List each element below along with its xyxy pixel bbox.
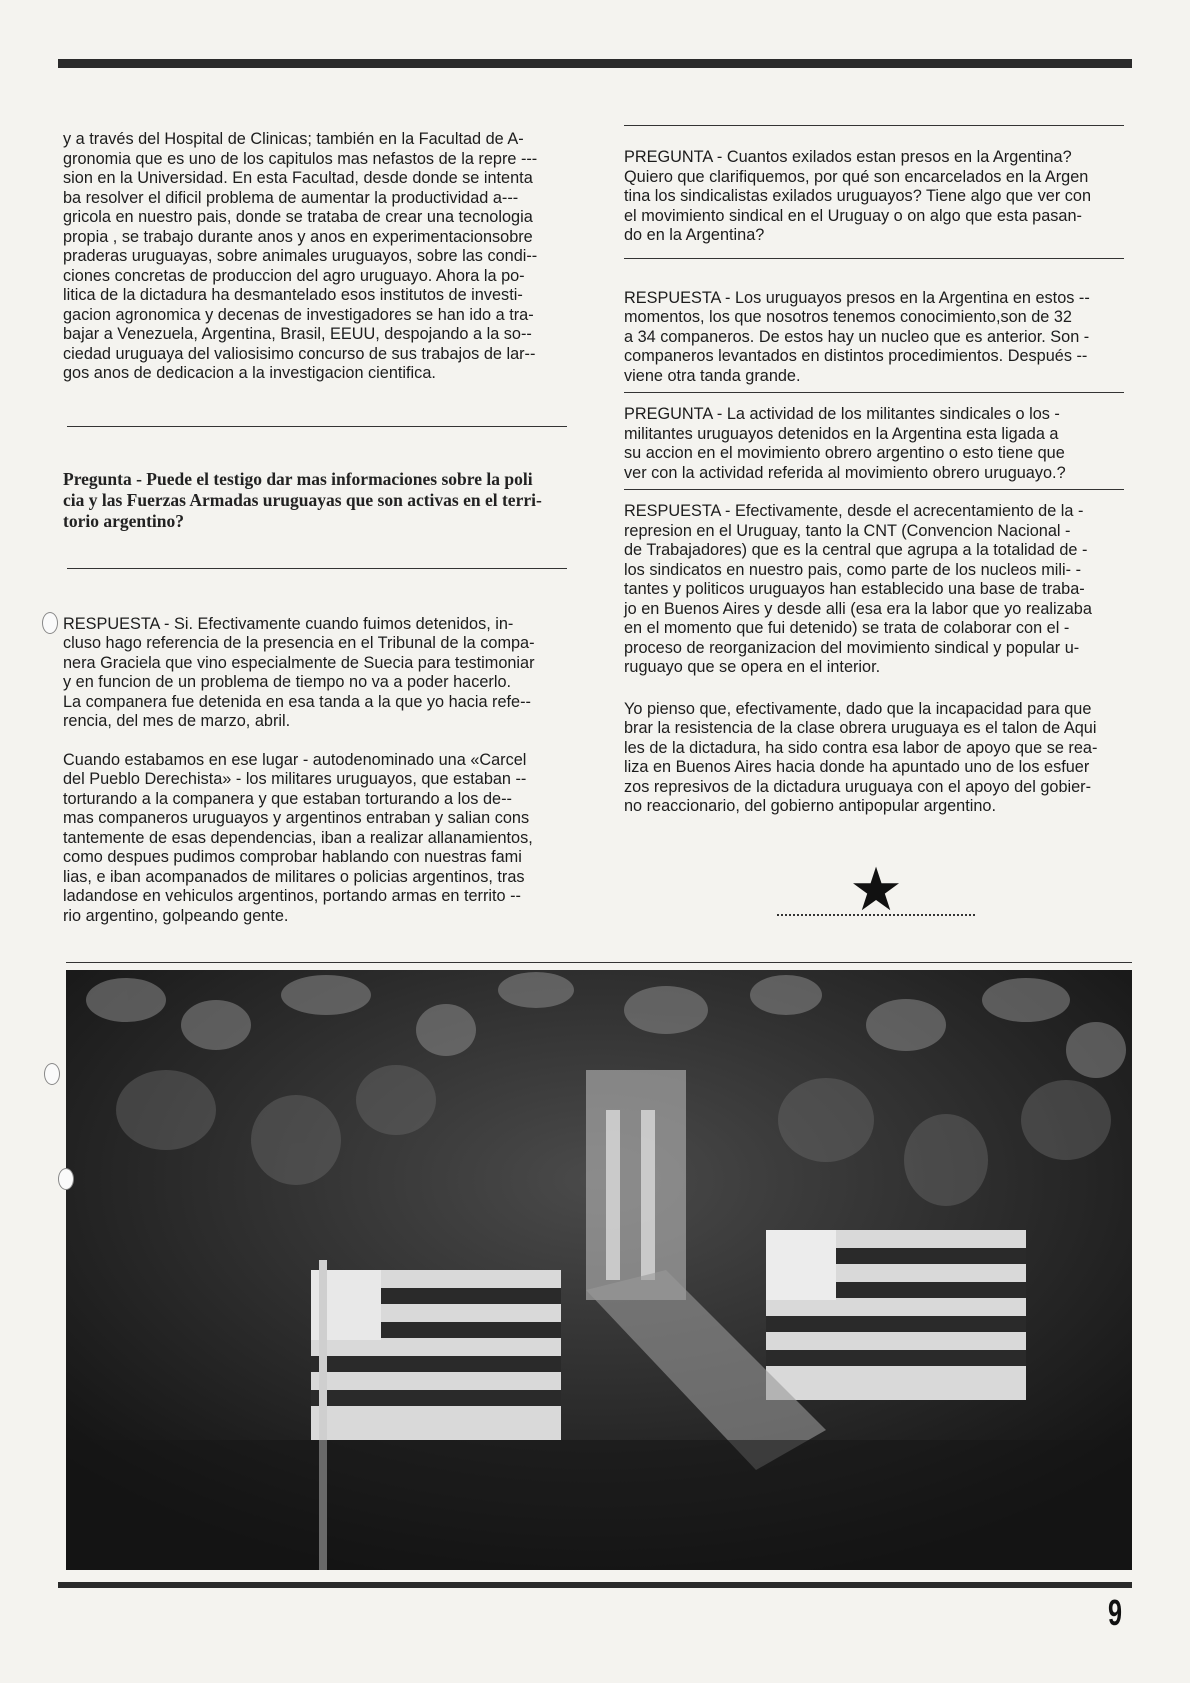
photo-top-rule <box>66 962 1132 963</box>
punch-hole <box>58 1168 74 1190</box>
answer-paragraph: RESPUESTA - Efectivamente, desde el acrecentamiento de la - represion en el Uruguay, tanto la CNT (Convencion Nacional - de Trabajadores) que es la central que agrupa a la totalidad de - los sindicatos en nuestro pais, como parte de los nucleos mili- - tantes y politicos uruguayos han establecido una base de traba- jo en Buenos Aires y desde alli (esa era la labor que yo realizaba en el momento que fui detenido) se trata de colaborar con el - proceso de reorganizacion del movimiento sindical y popular u- ruguayo que se opera en el interior. <box>624 502 1092 676</box>
star-icon: ★ <box>849 856 903 923</box>
section-divider <box>624 489 1124 490</box>
section-divider <box>624 125 1124 126</box>
page-number: 9 <box>1108 1592 1123 1633</box>
section-divider <box>67 426 567 427</box>
left-column <box>63 130 569 926</box>
question-paragraph: PREGUNTA - Cuantos exilados estan presos en la Argentina? Quiero que clarifiquemos, por qué son encarcelados en la Argen tina los sindicalistas exilados uruguayos? Tiene algo que ver con el movimiento sindical en el Uruguay o on algo que esta pasan- do en la Argentina? <box>624 148 1092 244</box>
dotted-separator <box>777 914 975 916</box>
section-divider <box>67 568 567 569</box>
punch-hole <box>44 1063 60 1085</box>
question-paragraph: Pregunta - Puede el testigo dar mas informaciones sobre la poli cia y las Fuerzas Armadas uruguayas que son activas en el terri- torio argentino? <box>63 468 542 531</box>
top-rule <box>58 59 1132 68</box>
right-column <box>624 125 1132 817</box>
section-divider <box>624 392 1124 393</box>
answer-paragraph: Yo pienso que, efectivamente, dado que la incapacidad para que brar la resistencia de la clase obrera uruguaya es el talon de Aqui les de la dictadura, ha sido contra esa labor de apoyo que se rea- liza en Buenos Aires hacia donde ha apuntado uno de los esfuer zos represivos de la dictadura uruguaya con el apoyo del gobier- no reaccionario, del gobierno antipopular argentino. <box>624 699 1098 815</box>
bottom-rule <box>58 1582 1132 1588</box>
intro-paragraph: y a través del Hospital de Clinicas; también en la Facultad de A- gronomia que es uno de los capitulos mas nefastos de la repre --- sion en la Universidad. En esta Facultad, desde donde se intenta ba resolver el dificil problema de aumentar la productividad a--- gricola en nuestro pais, donde se trataba de crear una tecnologia propia , se trabajo durante anos y anos en experimentacionsobre praderas uruguayas, sobre animales uruguayos, sobre las condi-- ciones concretas de produccion del agro uruguayo. Ahora la po- litica de la dictadura ha desmantelado esos institutos de investi- gacion agronomica y decenas de investigadores se han ido a tra- bajar a Venezuela, Argentina, Brasil, EEUU, despojando a la so-- ciedad uruguaya del valiosisimo concurso de sus trabajos de lar-- gos anos de dedicacion a la investigacion cientifica. <box>63 130 538 382</box>
crowd-photo-image <box>66 970 1132 1570</box>
crowd-photo <box>66 970 1132 1570</box>
answer-paragraph: Cuando estabamos en ese lugar - autodenominado una «Carcel del Pueblo Derechista» - los militares uruguayos, que estaban -- torturando a la companera y que estaban torturando a los de-- mas companeros uruguayos y argentinos entraban y salian cons tantemente de esas dependencias, iban a realizar allanamientos, como despues pudimos comprobar hablando con nuestras fami lias, e iban acompanados de militares o policias argentinos, tras ladandose en vehiculos argentinos, portando armas en territo -- rio argentino, golpeando gente. <box>63 750 533 925</box>
answer-paragraph: RESPUESTA - Si. Efectivamente cuando fuimos detenidos, in- cluso hago referencia de la presencia en el Tribunal de la compa- nera Graciela que vino especialmente de Suecia para testimoniar y en funcion de un problema de tiempo no va a poder hacerlo. La companera fue detenida en esa tanda a la que yo hacia refe-- rencia, del mes de marzo, abril. <box>63 614 535 730</box>
section-divider <box>624 258 1124 259</box>
answer-paragraph: RESPUESTA - Los uruguayos presos en la Argentina en estos -- momentos, los que nosotros tenemos conocimiento,son de 32 a 34 companeros. De estos hay un nucleo que es anterior. Son - companeros levantados en distintos procedimientos. Después -- viene otra tanda grande. <box>624 288 1090 385</box>
star-ornament <box>776 856 976 923</box>
question-paragraph: PREGUNTA - La actividad de los militantes sindicales o los - militantes uruguayos detenidos en la Argentina esta ligada a su accion en el movimiento obrero argentino o esto tiene que ver con la actividad referida al movimiento obrero uruguayo.? <box>624 405 1066 482</box>
punch-hole <box>42 612 58 634</box>
